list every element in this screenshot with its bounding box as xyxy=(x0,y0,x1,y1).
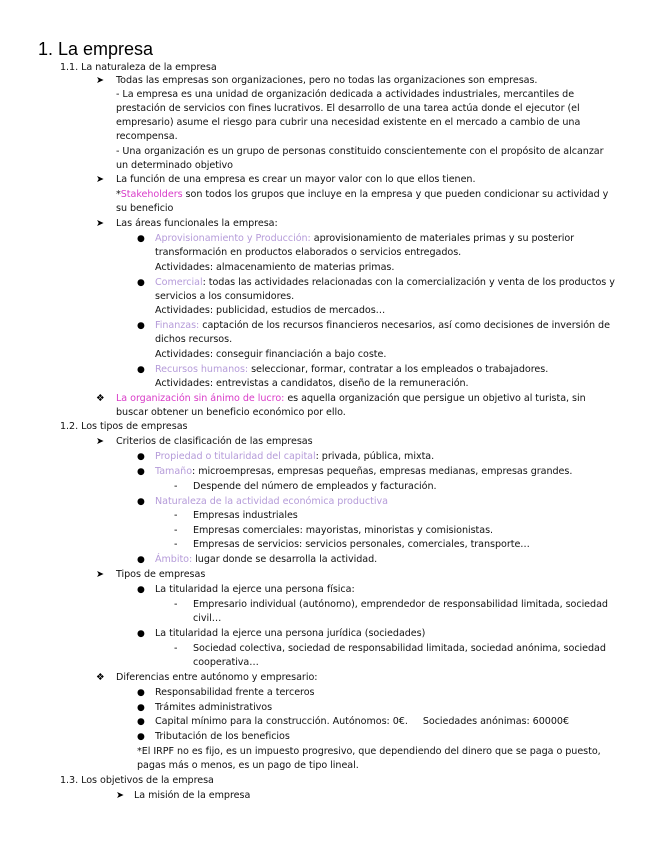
paragraph-line: civil… xyxy=(193,613,222,624)
highlighted-term: Comercial xyxy=(155,277,203,288)
round-bullet-icon: ● xyxy=(137,732,145,742)
highlighted-term: Recursos humanos: xyxy=(155,364,249,375)
list-item: Empresas industriales xyxy=(193,510,298,521)
section-heading: 1.1. La naturaleza de la empresa xyxy=(60,62,217,73)
paragraph-line: Actividades: publicidad, estudios de mercados… xyxy=(155,305,386,316)
paragraph-line: prestación de servicios con fines lucrativos. El desarrollo de una tarea actúa donde el ejecutor (el xyxy=(116,103,580,114)
diamond-bullet-icon: ❖ xyxy=(96,672,105,683)
dash-bullet-icon: - xyxy=(174,481,178,492)
paragraph-line: transformación en productos elaborados o servicios entregados. xyxy=(155,247,462,258)
paragraph-line: La función de una empresa es crear un mayor valor con lo que ellos tienen. xyxy=(116,174,476,185)
diamond-bullet-icon: ❖ xyxy=(96,393,105,404)
highlighted-term: Ámbito: xyxy=(155,554,193,565)
highlighted-term: Propiedad o titularidad del capital xyxy=(155,451,316,462)
list-item: Trámites administrativos xyxy=(155,702,273,713)
paragraph-line: Diferencias entre autónomo y empresario: xyxy=(116,672,318,683)
paragraph-line: Las áreas funcionales la empresa: xyxy=(116,218,278,229)
round-bullet-icon: ● xyxy=(137,365,145,375)
arrow-bullet-icon: ➤ xyxy=(116,790,125,801)
paragraph-line: recompensa. xyxy=(116,131,178,142)
paragraph-line: *Stakeholders son todos los grupos que incluye en la empresa y que pueden condicionar su actividad y xyxy=(116,189,609,200)
dash-bullet-icon: - xyxy=(174,599,178,610)
paragraph-line: - La empresa es una unidad de organización dedicada a actividades industriales, mercantiles de xyxy=(116,89,575,100)
paragraph-line: empresario) asume el riesgo para cubrir una necesidad existente en el mercado a cambio de una xyxy=(116,117,581,128)
round-bullet-icon: ● xyxy=(137,278,145,288)
list-item: Despende del número de empleados y facturación. xyxy=(193,481,437,492)
paragraph-line: pagas más o menos, es un pago de tipo lineal. xyxy=(137,760,359,771)
dash-bullet-icon: - xyxy=(174,539,178,550)
round-bullet-icon: ● xyxy=(137,497,145,507)
list-item: Empresario individual (autónomo), emprendedor de responsabilidad limitada, sociedad xyxy=(193,599,608,610)
list-item: Recursos humanos: seleccionar, formar, contratar a los empleados o trabajadores. xyxy=(155,364,549,375)
paragraph-line: dichos recursos. xyxy=(155,334,233,345)
list-item: Aprovisionamiento y Producción: aprovisionamiento de materiales primas y su posterior xyxy=(155,233,575,244)
list-item: Finanzas: captación de los recursos financieros necesarios, así como decisiones de inversión de xyxy=(155,320,610,331)
paragraph-line: Tipos de empresas xyxy=(116,569,206,580)
round-bullet-icon: ● xyxy=(137,703,145,713)
arrow-bullet-icon: ➤ xyxy=(96,75,105,86)
page-title: 1. La empresa xyxy=(38,39,154,59)
round-bullet-icon: ● xyxy=(137,555,145,565)
round-bullet-icon: ● xyxy=(137,234,145,244)
paragraph-line: Actividades: entrevistas a candidatos, diseño de la remuneración. xyxy=(155,378,469,389)
paragraph-line: - Una organización es un grupo de personas constituido conscientemente con el propósito de alcanzar xyxy=(116,146,604,157)
list-item: Propiedad o titularidad del capital: privada, pública, mixta. xyxy=(155,451,435,462)
paragraph-line: La organización sin ánimo de lucro: es aquella organización que persigue un objetivo al turista, sin xyxy=(116,393,586,404)
highlighted-term: Stakeholders xyxy=(120,189,183,200)
paragraph-line: La misión de la empresa xyxy=(134,790,251,801)
list-item: Responsabilidad frente a terceros xyxy=(155,687,315,698)
round-bullet-icon: ● xyxy=(137,321,145,331)
round-bullet-icon: ● xyxy=(137,585,145,595)
round-bullet-icon: ● xyxy=(137,717,145,727)
dash-bullet-icon: - xyxy=(174,643,178,654)
highlighted-term: Aprovisionamiento y Producción: xyxy=(155,233,311,244)
highlighted-term: Tamaño xyxy=(155,466,193,477)
list-item: Tributación de los beneficios xyxy=(155,731,290,742)
paragraph-line: *El IRPF no es fijo, es un impuesto progresivo, que dependiendo del dinero que se paga o puesto, xyxy=(137,746,601,757)
paragraph-line: Actividades: almacenamiento de materias primas. xyxy=(155,262,395,273)
list-item: Empresas de servicios: servicios personales, comerciales, transporte… xyxy=(193,539,530,550)
round-bullet-icon: ● xyxy=(137,452,145,462)
section-heading: 1.2. Los tipos de empresas xyxy=(60,421,188,432)
list-item: La titularidad la ejerce una persona jurídica (sociedades) xyxy=(155,628,426,639)
round-bullet-icon: ● xyxy=(137,688,145,698)
list-item: Tamaño: microempresas, empresas pequeñas, empresas medianas, empresas grandes. xyxy=(155,466,573,477)
section-heading: 1.3. Los objetivos de la empresa xyxy=(60,775,214,786)
dash-bullet-icon: - xyxy=(174,525,178,536)
paragraph-line: buscar obtener un beneficio económico por ello. xyxy=(116,407,346,418)
paragraph-line: Todas las empresas son organizaciones, pero no todas las organizaciones son empresas. xyxy=(116,75,538,86)
paragraph-line: su beneficio xyxy=(116,203,174,214)
dash-bullet-icon: - xyxy=(174,510,178,521)
list-item: Ámbito: lugar donde se desarrolla la actividad. xyxy=(155,554,378,565)
round-bullet-icon: ● xyxy=(137,467,145,477)
paragraph-line: un determinado objetivo xyxy=(116,160,233,171)
round-bullet-icon: ● xyxy=(137,629,145,639)
list-item: Empresas comerciales: mayoristas, minoristas y comisionistas. xyxy=(193,525,494,536)
arrow-bullet-icon: ➤ xyxy=(96,218,105,229)
arrow-bullet-icon: ➤ xyxy=(96,569,105,580)
list-item: Comercial: todas las actividades relacionadas con la comercialización y venta de los productos y xyxy=(155,277,615,288)
highlighted-term: La organización sin ánimo de lucro: xyxy=(116,393,285,404)
arrow-bullet-icon: ➤ xyxy=(96,174,105,185)
paragraph-line: Criterios de clasificación de las empresas xyxy=(116,436,313,447)
paragraph-line: Actividades: conseguir financiación a bajo coste. xyxy=(155,349,387,360)
arrow-bullet-icon: ➤ xyxy=(96,436,105,447)
paragraph-line: cooperativa… xyxy=(193,657,259,668)
list-item: La titularidad la ejerce una persona física: xyxy=(155,584,355,595)
highlighted-term: Finanzas: xyxy=(155,320,200,331)
paragraph-line: servicios a los consumidores. xyxy=(155,291,295,302)
list-item: Sociedad colectiva, sociedad de responsabilidad limitada, sociedad anónima, sociedad xyxy=(193,643,606,654)
highlighted-term: Naturaleza de la actividad económica productiva xyxy=(155,496,388,507)
list-item: Capital mínimo para la construcción. Autónomos: 0€. Sociedades anónimas: 60000€ xyxy=(155,716,570,727)
